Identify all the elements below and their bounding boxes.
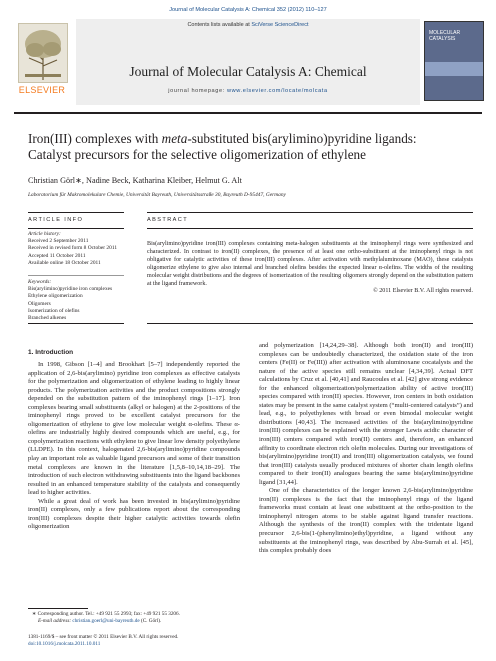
paragraph: In 1998, Gibson [1–4] and Brookhart [5–7] independently reported the application of 2,6-bis(arylimino) pyridine iron complexes as effective catalysts for the polymerization and oligomerization of ethylene leading to highly linear products. The polymerization activities and the product compositions strongly depended on the substitution pattern of the iminophenyl rings [1–17]. Iron complexes bearing small substituents (alkyl or halogen) at the 2-positions of the iminophenyl rings proved to be excellent catalyst precursors for the oligomerization of ethylene to give low molecular weight α-olefins. These α-olefins are industrially highly desired compounds which are useful, e.g., for copolymerization reactions with ethylene to give linear low density polyethylene (LLDPE). In this context, halogenated 2,6-bis(arylimino)pyridine compounds play an important role as valuable ligand precursors and some of their transition metal complexes are known in the literature [1,5,8–10,14,18–29]. The introduction of such electron withdrawing substituents into the ligand backbones resulted in an enhanced temperature stability of the catalysts and consequently lead to higher activities. <box>28 361 240 497</box>
sciencedirect-link[interactable]: SciVerse ScienceDirect <box>251 22 309 28</box>
title-line1-pre: Iron(III) complexes with <box>28 131 162 146</box>
affiliation: Laboratorium für Makromolekulare Chemie, Universität Bayreuth, Universitätsstraße 30, Bayreuth D-95447, Germany <box>28 192 286 198</box>
header-rule <box>14 112 482 114</box>
paragraph: and polymerization [14,24,29–38]. Although both iron(II) and iron(III) complexes can be undoubtedly characterized, the oxidation state of the iron centers (Fe(II) or Fe(III)) after activation with aluminoxane cocatalysts and the nature of the active species still remains unclear [4,34,39]. Actual DFT calculations by Cruz et al. [40,41] and Raucoules et al. [42] give strong evidence for the enhanced oligomerization/polymerization ability of active iron(III) species compared with iron(II) species. However, iron centers in both oxidation states may be present in the same catalyst system (“multi-centered catalysts”) and lead, e.g., to polyethylenes with broad or even bimodal molecular weight distributions [40,43]. The increased activities of the bis(arylimino)pyridine iron(III) complexes can be explained with the stronger Lewis acidic character of iron(III) centers compared with iron(II) centers and, therefore, an enhanced affinity to coordinate electron rich olefin molecules. During our investigations of bis(arylimino)pyridine iron(II) and iron(III) oligomerization catalysts, we found that iron(III) catalysts usually produced mixtures of shorter chain length olefins compared to their iron(II) analogues bearing the same bis(arylimino)pyridine ligand [31,44]. <box>259 342 473 486</box>
homepage-link[interactable]: www.elsevier.com/locate/molcata <box>227 88 328 94</box>
abstract-rule-top <box>147 212 473 213</box>
article-info-heading: ARTICLE INFO <box>28 217 84 223</box>
email-link[interactable]: christian.goerl@uni-bayreuth.de <box>72 617 140 624</box>
issn-line: 1381-1169/$ – see front matter © 2011 Elsevier B.V. All rights reserved. <box>28 634 179 640</box>
publisher-name: ELSEVIER <box>18 85 66 95</box>
doi-link[interactable]: doi:10.1016/j.molcata.2011.10.011 <box>28 640 101 647</box>
paragraph: One of the characteristics of the longer known 2,6-bis(arylimino)pyridine iron(II) complexes is the fact that the iminophenyl rings of the ligand frameworks must contain at least one substituent at the ortho-position to the iminophenyl nitrogen atoms to be stable against ligand transfer reactions. Although the synthesis of the iron(II) complex with the tridentate ligand precursor 2,6-bis(1-(phenylimino)ethyl)pyridine, a ligand without any substituents at the iminophenyl rings, was described by Abu-Surrah et al. [45], this complex probably does <box>259 487 473 555</box>
masthead <box>76 19 420 105</box>
abstract-text: Bis(arylimino)pyridine iron(III) complexes containing meta-halogen substituents at the iminophenyl rings were synthesized and characterized. In contrast to iron(II) complexes, the presence of at least one ortho-substituent at the iminophenyl rings is not obligative for catalytic activities of these iron(III) complexes. After activation with methylaluminoxane (MAO), these catalysts oligomerize ethylene to give also internal and branched olefins besides the expected linear α-olefins. The widths of the resulting molecular weight distributions and the degrees of isomerization of the resulting oligomers strongly depend on the substitution pattern at the ligand framework. <box>147 241 473 288</box>
abstract-rule-mid <box>147 228 473 229</box>
info-rule-keywords <box>28 275 124 276</box>
history-item: Accepted 11 October 2011 <box>28 252 86 259</box>
corresponding-author: ∗ Corresponding author. Tel.: +49 921 55 2993; fax: +49 921 55 3206. <box>32 611 180 617</box>
authors: Christian Görl∗, Nadine Beck, Katharina Kleiber, Helmut G. Alt <box>28 176 242 185</box>
journal-banner <box>14 19 482 110</box>
email-label: E-mail address: <box>38 617 73 624</box>
front-matter <box>28 634 268 648</box>
abstract-rule-bottom <box>147 323 473 324</box>
elsevier-logo <box>14 21 70 101</box>
cover-title: MOLECULAR CATALYSIS <box>429 30 461 42</box>
cover-band <box>425 62 483 76</box>
keyword-item: Oligomers <box>28 300 51 307</box>
journal-reference: Journal of Molecular Catalysis A: Chemical 352 (2012) 110–127 <box>169 7 327 13</box>
article-title <box>28 131 478 163</box>
body-column-right <box>259 342 473 556</box>
keywords <box>28 279 146 322</box>
keyword-item: Branched alkenes <box>28 315 67 322</box>
title-line1-post: -substituted bis(arylimino)pyridine ligands: <box>187 131 417 146</box>
section-heading-introduction: 1. Introduction <box>28 349 74 356</box>
email-suffix: (C. Görl). <box>139 617 162 624</box>
title-line2: Catalyst precursors for the selective oligomerization of ethylene <box>28 147 366 162</box>
contents-line <box>76 22 420 28</box>
keyword-item: Bis(arylimino)pyridine iron complexes <box>28 286 113 293</box>
journal-homepage <box>76 88 420 94</box>
body-column-left <box>28 361 240 532</box>
history-item: Received in revised form 8 October 2011 <box>28 245 118 252</box>
tree-icon <box>18 23 68 83</box>
abstract-heading: ABSTRACT <box>147 217 189 223</box>
info-rule-bottom <box>28 323 124 324</box>
article-history <box>28 231 146 267</box>
email-line <box>28 618 248 625</box>
history-label: Article history: <box>28 231 61 237</box>
journal-title: Journal of Molecular Catalysis A: Chemical <box>129 64 367 79</box>
journal-cover-thumbnail <box>424 21 484 101</box>
info-rule-top <box>28 212 124 213</box>
info-rule-mid <box>28 228 124 229</box>
homepage-prefix: journal homepage: <box>168 88 227 94</box>
history-item: Received 2 September 2011 <box>28 238 89 245</box>
abstract-copyright: © 2011 Elsevier B.V. All rights reserved. <box>373 288 473 294</box>
paragraph: While a great deal of work has been invested in bis(arylimino)pyridine iron(II) complexes, only a few publications report about the corresponding iron(III) complexes despite their higher catalytic activities towards olefin oligomerization <box>28 497 240 531</box>
title-line1-em: meta <box>161 131 188 146</box>
keywords-label: Keywords: <box>28 279 52 285</box>
history-item: Available online 18 October 2011 <box>28 259 101 266</box>
footnote-rule <box>28 608 88 609</box>
keyword-item: Ethylene oligomerization <box>28 293 83 300</box>
keyword-item: Isomerization of olefins <box>28 307 80 314</box>
contents-prefix: Contents lists available at <box>187 22 252 28</box>
footnotes <box>28 611 248 625</box>
